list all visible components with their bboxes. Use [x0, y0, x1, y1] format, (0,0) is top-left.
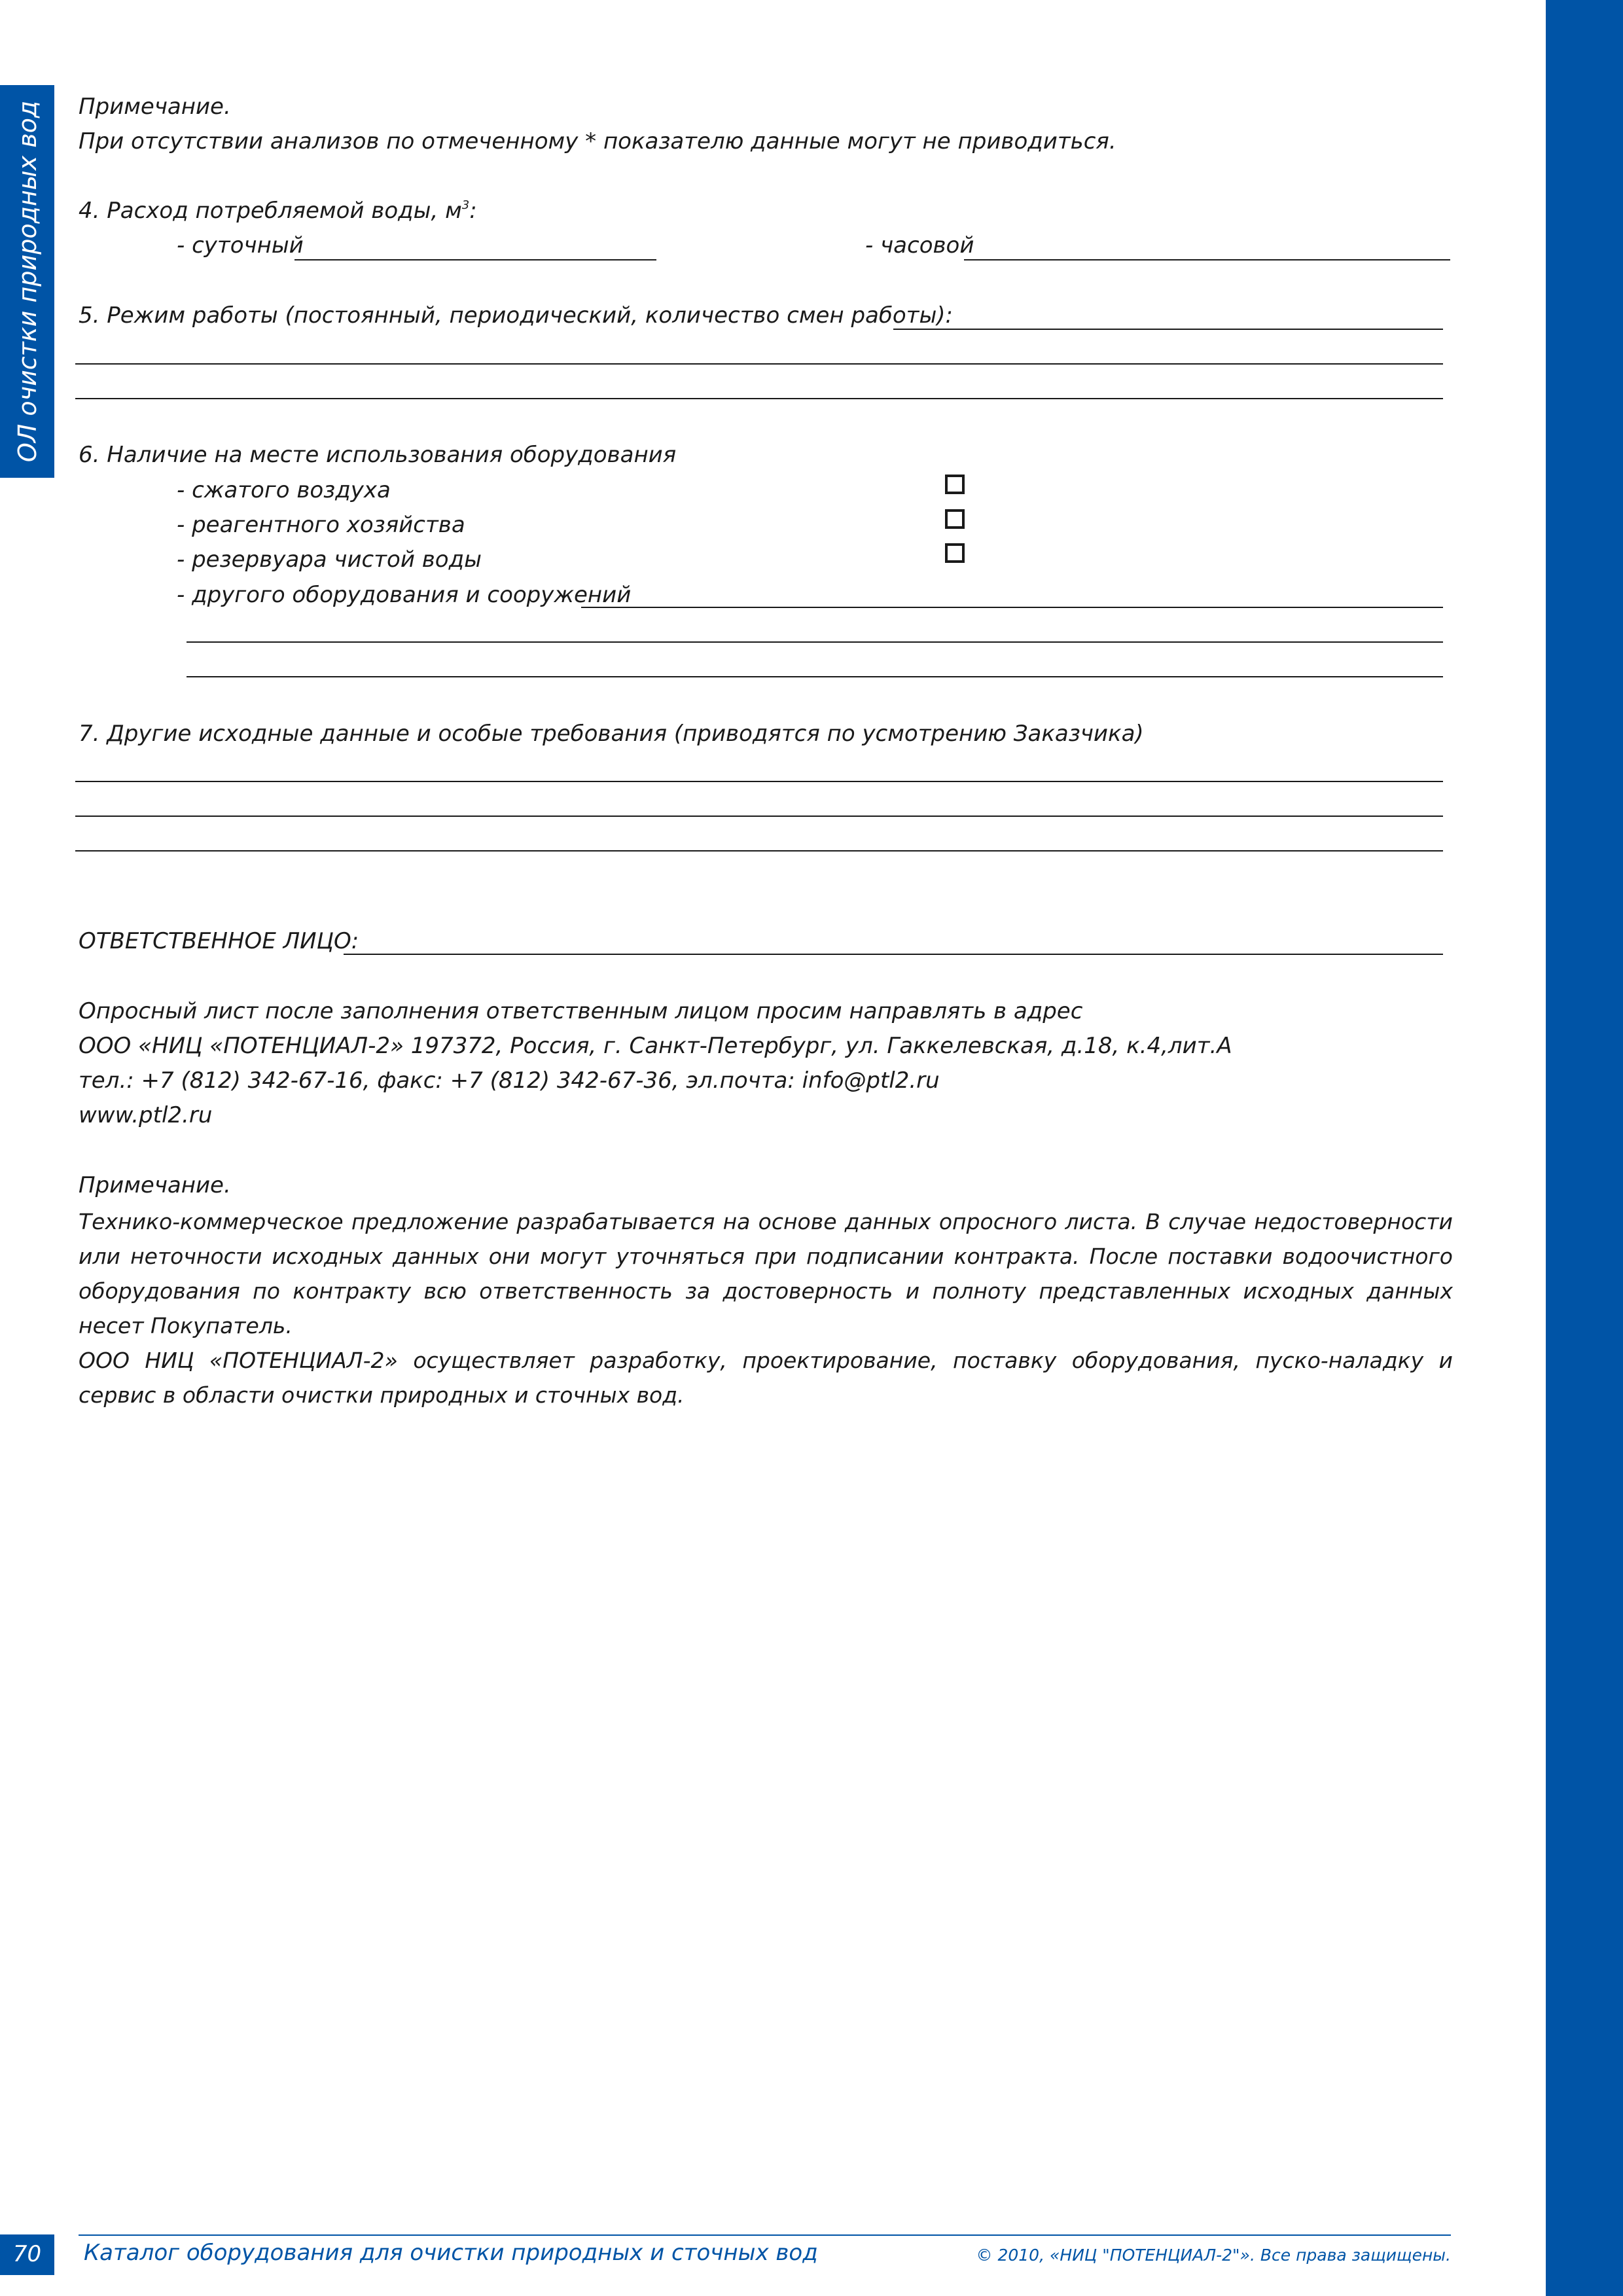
footer-catalog-title: Каталог оборудования для очистки природных и сточных вод: [84, 2240, 818, 2266]
clean-water-tank-checkbox[interactable]: [945, 543, 965, 563]
note-top-title: Примечание.: [79, 94, 231, 120]
section4-colon: :: [469, 198, 477, 224]
section6-title: 6. Наличие на месте использования оборудования: [79, 442, 677, 468]
work-mode-field-3[interactable]: [75, 398, 1443, 399]
other-requirements-field-2[interactable]: [75, 816, 1443, 817]
right-edge-band: [1546, 0, 1623, 2296]
compressed-air-label: - сжатого воздуха: [177, 477, 391, 503]
section-side-tab-label: ОЛ очистки природных вод: [13, 100, 42, 463]
daily-consumption-label: - суточный: [177, 232, 304, 259]
hourly-consumption-field[interactable]: [964, 259, 1450, 260]
note-top-text: При отсутствии анализов по отмеченному * показателю данные могут не приводиться.: [79, 128, 1116, 154]
clean-water-tank-label: - резервуара чистой воды: [177, 547, 482, 573]
section5-title: 5. Режим работы (постоянный, периодический, количество смен работы):: [79, 302, 954, 329]
other-requirements-field-1[interactable]: [75, 781, 1443, 782]
contact-phones-email: тел.: +7 (812) 342-67-16, факс: +7 (812) 342-67-36, эл.почта: info@ptl2.ru: [79, 1067, 940, 1094]
work-mode-field-1[interactable]: [893, 329, 1443, 330]
section4-title-text: 4. Расход потребляемой воды, м: [79, 198, 462, 224]
contact-instruction: Опросный лист после заполнения ответственным лицом просим направлять в адрес: [79, 998, 1083, 1024]
other-equipment-label: - другого оборудования и сооружений: [177, 582, 632, 608]
work-mode-field-2[interactable]: [75, 363, 1443, 365]
page-number: 70: [12, 2241, 42, 2267]
note-bottom-text: Технико-коммерческое предложение разрабатывается на основе данных опросного листа. В случае недостоверности или неточности исходных данных они могут уточняться при подписании контракта. После поставки водоочистного оборудования по контракту всю ответственность за достоверность и полноту представленных исходных данных несет Покупатель.: [79, 1209, 1453, 1338]
footer-copyright: © 2010, «НИЦ "ПОТЕНЦИАЛ-2"». Все права защищены.: [976, 2246, 1451, 2265]
company-website: www.ptl2.ru: [79, 1102, 213, 1128]
note-bottom-title: Примечание.: [79, 1172, 231, 1198]
other-requirements-field-3[interactable]: [75, 850, 1443, 852]
company-about-text: ООО НИЦ «ПОТЕНЦИАЛ-2» осуществляет разработку, проектирование, поставку оборудования, пуско-наладку и сервис в области очистки природных и сточных вод.: [79, 1348, 1453, 1408]
section7-title: 7. Другие исходные данные и особые требования (приводятся по усмотрению Заказчика): [79, 721, 1144, 747]
other-equipment-field-2[interactable]: [187, 641, 1443, 643]
reagent-facility-label: - реагентного хозяйства: [177, 512, 465, 538]
section4-unit-superscript: 3: [461, 198, 470, 212]
other-equipment-field-3[interactable]: [187, 676, 1443, 677]
daily-consumption-field[interactable]: [294, 259, 656, 260]
reagent-facility-checkbox[interactable]: [945, 509, 965, 529]
responsible-person-label: ОТВЕТСТВЕННОЕ ЛИЦО:: [79, 928, 359, 954]
footer-rule: [79, 2234, 1451, 2236]
section4-title: [79, 198, 477, 224]
compressed-air-checkbox[interactable]: [945, 475, 965, 494]
hourly-consumption-label: - часовой: [865, 232, 974, 259]
other-equipment-field-1[interactable]: [581, 607, 1443, 608]
company-address: ООО «НИЦ «ПОТЕНЦИАЛ-2» 197372, Россия, г. Санкт-Петербург, ул. Гаккелевская, д.18, к.4,лит.А: [79, 1033, 1232, 1059]
responsible-person-field[interactable]: [344, 954, 1443, 955]
